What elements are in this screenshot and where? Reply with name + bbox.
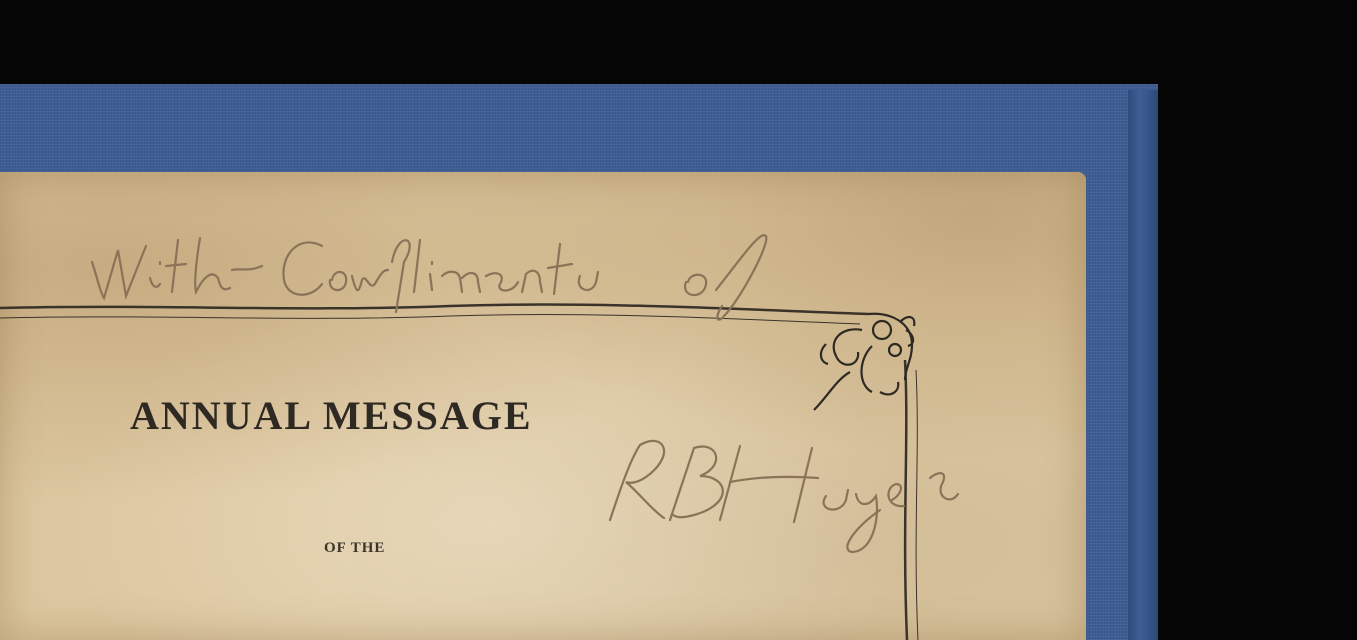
document-title: ANNUAL MESSAGE bbox=[130, 393, 533, 438]
document-subtitle: OF THE bbox=[324, 540, 386, 556]
corner-ornament bbox=[814, 314, 914, 410]
ornamental-border bbox=[0, 305, 918, 640]
